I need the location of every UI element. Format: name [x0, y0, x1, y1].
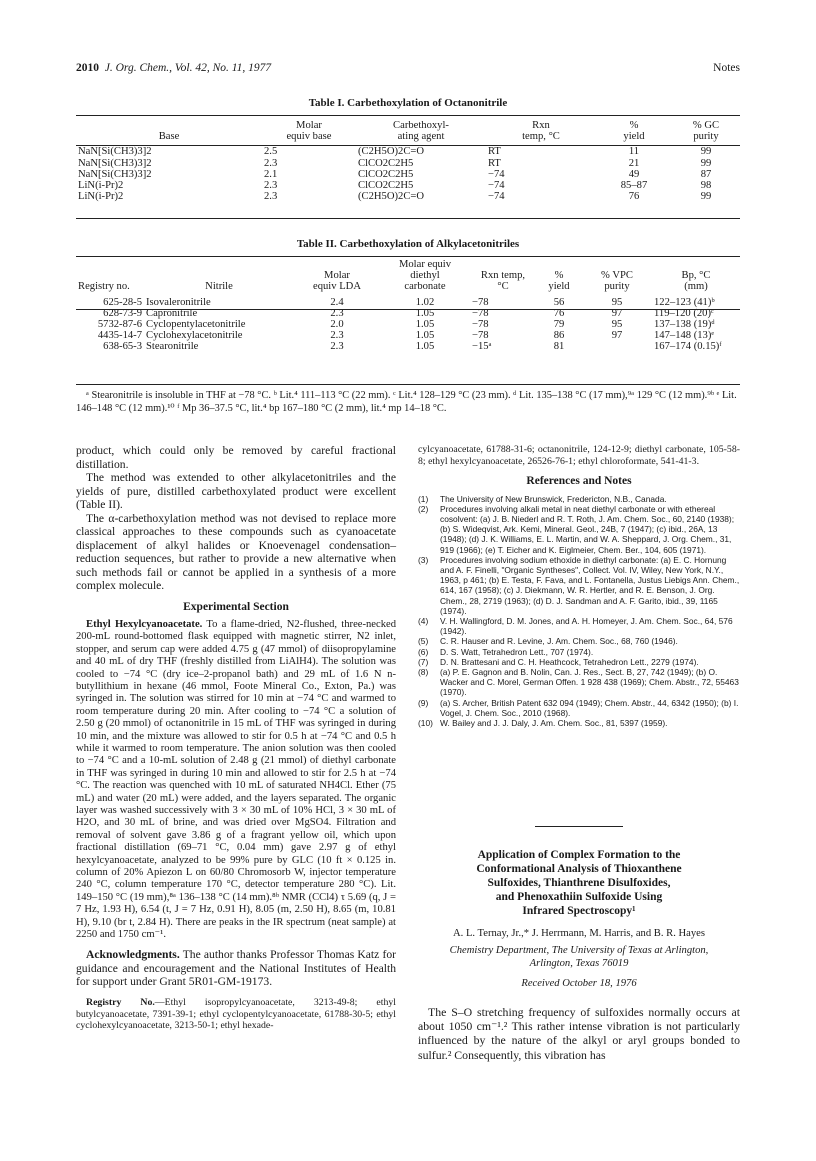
table2-cell: −15ᵃ — [472, 341, 492, 353]
reference-number: (10) — [418, 718, 433, 729]
acknowledgments-body: The author thanks Professor Thomas Katz for guidance and encouragement and the National Institutes of Health for support under Grant 5R01-GM-19173. — [76, 948, 396, 989]
table2-cell: Isovaleronitrile — [146, 296, 211, 308]
acknowledgments-paragraph — [76, 948, 396, 989]
article-affiliation: Chemistry Department, The University of Texas at Arlington, Arlington, Texas 76019 — [449, 945, 709, 969]
reference-item — [418, 657, 740, 667]
table2-header-cell — [76, 270, 144, 281]
table1-cell: (C2H5O)2C=O — [358, 191, 425, 203]
table1-header-cell: Molar — [296, 120, 322, 131]
table2-header-cell: Registry no. — [78, 281, 130, 293]
table1-cell: 11 — [628, 146, 640, 158]
table1-cell: NaN[Si(CH3)3]2 — [78, 168, 152, 180]
table2-header-cell: % — [554, 270, 564, 282]
table2-header-cell: Molar equiv — [398, 259, 452, 270]
reference-number: (3) — [418, 554, 429, 565]
table2-cell: 97 — [611, 307, 623, 319]
article-separator — [535, 826, 623, 827]
table2-header-cell: Rxn temp, — [480, 270, 526, 282]
running-header — [76, 62, 740, 78]
table2-title: Table II. Carbethoxylation of Alkylacetonitriles — [296, 238, 520, 250]
experimental-heading: Experimental Section — [183, 600, 289, 613]
reference-item — [418, 698, 740, 718]
table2-header-cell — [144, 259, 294, 270]
table2 — [76, 259, 740, 353]
reference-item — [418, 667, 740, 698]
table1-cell: 2.3 — [264, 180, 278, 192]
table1-cell: 87 — [700, 168, 712, 180]
table2-cell: 95 — [611, 319, 623, 331]
table2-footnote: ᵃ Stearonitrile is insoluble in THF at −78 °C. ᵇ Lit.⁴ 111–113 °C (22 mm). ᶜ Lit.⁴ 128–129 °C (23 mm). ᵈ Lit. 135–138 °C (17 mm),⁹ᵃ 129 °C (12 mm).⁹ᵇ ᵉ Lit. 146–148 °C (12 mm).¹⁰ ᶠ Mp 36–37.5 °C, lit.⁴ bp 167–180 °C (2 mm), lit.⁴ mp 14–18 °C. — [76, 390, 737, 414]
reference-item — [418, 636, 740, 646]
reference-text: The University of New Brunswick, Fredericton, N.B., Canada. — [440, 493, 667, 504]
reference-text: Procedures involving alkali metal in neat diethyl carbonate or with ethereal cosolvent: (a) J. B. Niederl and R. T. Roth, J. Am. Chem. Soc., 60, 2140 (1938); (b) S. Wideqvist, Ark. Kemi, Mineral. Geol., 24B, 7 (1947); (c) ibid., 26A, 13 (1948); (d) J. K. Williams, E. L. Martin, and W. A. Sheppard, J. Org. Chem., 31, 919 (1966); (e) T. Eicher and K. Eiglmeier, Chem. Ber., 104, 605 (1971). — [440, 503, 735, 555]
table1 — [76, 120, 740, 202]
reference-number: (1) — [418, 493, 429, 504]
table1-cell: NaN[Si(CH3)3]2 — [78, 146, 152, 158]
reference-text: Procedures involving sodium ethoxide in diethyl carbonate: (a) E. C. Hornung and A. F. Finelli, "Organic Syntheses", Collect. Vol. IV, Wiley, New York, N.Y., 1963, p 461; (b) E. Testa, F. Fava, and L. Fontanella, Justus Liebigs Ann. Chem., 614, 167 (1958); (c) J. Diekmann, W. R. Hertler, and R. E. Benson, J. Org. Chem., 28, 2719 (1963); (d) D. J. Sandman and A. F. Garito, ibid., 39, 1165 (1974). — [440, 554, 740, 616]
table1-header-row — [76, 131, 740, 142]
table1-cell: 49 — [628, 168, 640, 180]
experimental-lead: Ethyl Hexylcyanoacetate. — [86, 618, 203, 630]
reference-item — [418, 555, 740, 616]
table1-header-cell: % — [629, 120, 639, 131]
reference-text: D. N. Brattesani and C. H. Heathcock, Tetrahedron Lett., 2279 (1974). — [440, 656, 699, 667]
table2-header-row — [76, 281, 740, 292]
table2-cell: 1.05 — [415, 307, 435, 319]
table2-cell: 137–138 (19)ᵈ — [654, 319, 715, 331]
article-title-line: Sulfoxides, Thianthrene Disulfoxides, — [487, 877, 671, 889]
table2-cell: Stearonitrile — [146, 341, 199, 353]
table1-cell: LiN(i-Pr)2 — [78, 180, 124, 192]
table1-bottom-rule — [76, 218, 740, 219]
table2-cell: Cyclohexylacetonitrile — [146, 330, 243, 342]
table2-row — [76, 330, 740, 341]
table1-row — [76, 180, 740, 191]
table2-header-cell: % VPC — [601, 270, 633, 282]
table2-cell: 638-65-3 — [103, 341, 142, 353]
references-list — [418, 494, 740, 729]
reference-text: (a) P. E. Gagnon and B. Nolin, Can. J. Res., Sect. B, 27, 742 (1949); (b) O. Wacker and C. Morel, German Offen. 1 928 438 (1969); Chem. Abstr., 72, 55463 (1970). — [440, 667, 739, 698]
table2-header-cell: diethyl — [410, 270, 440, 282]
table1-cell: −74 — [488, 191, 505, 203]
reference-number: (2) — [418, 503, 429, 514]
experimental-paragraph — [76, 619, 396, 942]
table2-header-row — [76, 270, 740, 281]
table2-cell: −78 — [472, 307, 489, 319]
table2-cell: 2.3 — [330, 307, 344, 319]
reference-item — [418, 616, 740, 636]
experimental-body: To a flame-dried, N2-flushed, three-necked 200-mL round-bottomed flask equipped with magnetic stirrer, N2 inlet, stopper, and serum cap were added 4.75 g (47 mmol) of diisopropylamine and 40 mL of dry THF (freshly distilled from LiAlH4). The solution was cooled to −74 °C (dry ice–2-propanol bath) and 29 mL of 1.6 N n-butyllithium in hexane (46 mmol, Foote Mineral Co., Exton, Pa.) was syringed in. The solution was stirred for 10 min at −74 °C and warmed to room temperature during 20 min. After cooling to −74 °C a solution of 2.50 g (20 mmol) of octanonitrile in 15 mL of THF was syringed in during 10 min, and the mixture was allowed to stir for 0.5 h at −74 °C and 0.5 h while it warmed to room temperature. The anion solution was then cooled to −74 °C and a 10-mL solution of 2.48 g (21 mmol) of diethyl carbonate in THF was syringed in during 10 min and allowed to stir for 2.5 h at −74 °C. The reaction was quenched with 10 mL of saturated NH4Cl. Ether (75 mL) and water (20 mL) were added, and the layers separated. The organic layer was washed successively with 3 × 30 mL of 10% HCl, 3 × 30 mL of H2O, and 30 mL of brine, and was dried over MgSO4. Filtration and removal of solvent gave 3.86 g of a fragrant yellow oil, which upon fractional distillation (69–71 °C, 0.04 mm) gave 2.97 g of ethyl hexylcyanoacetate, analyzed to be 99% pure by GLC (10 ft × 0.125 in. column of 20% Apiezon L on 60/80 Chromosorb W, injector temperature 240 °C, column temperature 170 °C, detector temperature 280 °C). Lit. 149–150 °C (19 mm),⁸ᵃ 136–138 °C (14 mm).⁸ᵇ NMR (CCl4) τ 5.69 (q, J = 7 Hz, 1.93 H), 6.54 (t, J = 7 Hz, 0.91 H), 8.05 (m, 2.50 H), 8.65 (m, 10.81 H), 9.10 (br t, 2.84 H). There are peaks in the IR spectrum (neat sample) at 2250 and 1750 cm⁻¹. — [76, 618, 396, 941]
article-intro: The S–O stretching frequency of sulfoxides normally occurs at about 1050 cm⁻¹.² This rather intense vibration is not particularly influenced by the nature of the alkyl or aryl groups bonded to sulfur.² Consequently, this vibration has — [418, 1005, 740, 1062]
page-number: 2010 — [76, 62, 99, 74]
paragraph-alternative: The α-carbethoxylation method was not devised to replace more classical approaches to these compounds such as cyanoacetate displacement of alkyl halides or Knoevenagel condensation–reduction sequences, but rather to provide a new alternative when such methods fail or cannot be applied in a synthesis of a more complex molecule. — [76, 511, 396, 592]
table1-header-row — [76, 120, 740, 131]
table1-row — [76, 158, 740, 169]
references-heading: References and Notes — [526, 475, 632, 488]
article-received: Received October 18, 1976 — [521, 978, 637, 989]
table2-cell: 2.3 — [330, 341, 344, 353]
article-title-line: Application of Complex Formation to the — [477, 849, 681, 861]
right-column — [418, 444, 740, 728]
table1-cell: 21 — [628, 157, 640, 169]
table2-cell: 147–148 (13)ᵉ — [654, 330, 715, 342]
table2-cell: −78 — [472, 330, 489, 342]
table2-cell: 79 — [553, 319, 565, 331]
reference-item — [418, 718, 740, 728]
table1-header — [76, 120, 740, 142]
registry-paragraph — [76, 997, 396, 1032]
table2-cell: 4435-14-7 — [97, 330, 142, 342]
table1-header-cell: % GC — [692, 120, 720, 131]
reference-number: (6) — [418, 646, 429, 657]
table1-cell: ClCO2C2H5 — [358, 157, 414, 169]
registry-lead: Registry No. — [86, 996, 155, 1008]
table1-header-cell: yield — [623, 131, 645, 143]
table1-header-cell: purity — [693, 131, 719, 143]
table1-row — [76, 169, 740, 180]
table2-cell: 97 — [611, 330, 623, 342]
table2-row — [76, 297, 740, 308]
table2-cell: 2.4 — [330, 296, 344, 308]
table2-cell: Cyclopentylacetonitrile — [146, 319, 246, 331]
table2-header-cell: yield — [548, 281, 570, 293]
table1-cell: 99 — [700, 191, 712, 203]
table2-cell: 119–120 (20)ᶜ — [654, 307, 714, 319]
table2-body — [76, 293, 740, 353]
table2-header — [76, 259, 740, 293]
table1-cell: 76 — [628, 191, 640, 203]
table2-header-cell — [144, 270, 294, 281]
table1-body — [76, 142, 740, 202]
table1-row — [76, 146, 740, 157]
table1-cell: −74 — [488, 180, 505, 192]
section-name: Notes — [713, 62, 740, 74]
table2-top-rule — [76, 256, 740, 257]
table2-header-cell: equiv LDA — [313, 281, 361, 293]
table2-header-cell — [536, 259, 582, 270]
table1-cell: 99 — [700, 146, 712, 158]
table2-cell — [582, 341, 652, 352]
table1-cell: RT — [488, 146, 501, 158]
table2-header-cell — [294, 259, 380, 270]
new-article — [418, 848, 740, 1062]
table2-cell: 76 — [553, 307, 565, 319]
registry-continued: cylcyanoacetate, 61788-31-6; octanonitrile, 124-12-9; diethyl carbonate, 105-58-8; ethyl hexylcyanoacetate, 26526-76-1; ethyl chloroformate, 541-41-3. — [418, 444, 740, 467]
table1-header-cell: ating agent — [397, 131, 445, 143]
table2-row — [76, 341, 740, 352]
article-title — [418, 848, 740, 918]
reference-number: (9) — [418, 697, 429, 708]
table2-header-cell: °C — [497, 281, 509, 293]
table1-top-rule — [76, 115, 740, 116]
table1-title: Table I. Carbethoxylation of Octanonitrile — [308, 97, 508, 109]
table2-cell: 1.05 — [415, 341, 435, 353]
table1-cell: 99 — [700, 157, 712, 169]
table1-cell: 98 — [700, 180, 712, 192]
table2-cell: 2.0 — [330, 319, 344, 331]
reference-number: (7) — [418, 656, 429, 667]
table1-cell: 2.5 — [264, 146, 278, 158]
table2-cell: −78 — [472, 296, 489, 308]
table1-row — [76, 191, 740, 202]
article-title-line: Infrared Spectroscopy¹ — [522, 905, 636, 917]
table2-cell: 167–174 (0.15)ᶠ — [654, 341, 722, 353]
table1-header-cell: equiv base — [286, 131, 332, 143]
journal-citation: J. Org. Chem., Vol. 42, No. 11, 1977 — [104, 62, 272, 74]
table2-cell: 56 — [553, 296, 565, 308]
table2-cell: 95 — [611, 296, 623, 308]
table2-cell: 122–123 (41)ᵇ — [654, 296, 715, 308]
table2-cell: −78 — [472, 319, 489, 331]
table1-cell: LiN(i-Pr)2 — [78, 191, 124, 203]
reference-text: D. S. Watt, Tetrahedron Lett., 707 (1974). — [440, 646, 594, 657]
article-authors: A. L. Ternay, Jr.,* J. Herrmann, M. Harris, and B. R. Hayes — [453, 928, 705, 939]
reference-number: (5) — [418, 636, 429, 647]
table1-header-cell — [76, 120, 262, 131]
reference-text: V. H. Wallingford, D. M. Jones, and A. H. Homeyer, J. Am. Chem. Soc., 64, 576 (1942). — [440, 616, 733, 637]
table2-cell: 81 — [553, 341, 565, 353]
table2-header-rule — [76, 309, 740, 310]
table2-cell: 625-28-5 — [103, 296, 142, 308]
reference-text: W. Bailey and J. J. Daly, J. Am. Chem. Soc., 81, 5397 (1959). — [440, 718, 668, 729]
article-title-line: and Phenoxathiin Sulfoxide Using — [495, 891, 663, 903]
table2-header-cell: purity — [604, 281, 630, 293]
table2-cell: 1.05 — [415, 319, 435, 331]
table2-cell: 1.02 — [415, 296, 435, 308]
table1-header-rule — [76, 145, 740, 146]
table2-row — [76, 319, 740, 330]
table1-cell: (C2H5O)2C=O — [358, 146, 425, 158]
table2-header-cell — [470, 259, 536, 270]
table1-header-cell: Rxn — [532, 120, 550, 131]
table2-header-cell: (mm) — [684, 281, 708, 293]
table2-header-row — [76, 259, 740, 270]
table1-cell: RT — [488, 157, 501, 169]
table1-cell: ClCO2C2H5 — [358, 180, 414, 192]
reference-item — [418, 647, 740, 657]
table2-bottom-rule — [76, 384, 740, 385]
paragraph-table2: The method was extended to other alkylacetonitriles and the yields of pure, distilled carbethoxylated product were excellent (Table II). — [76, 471, 396, 511]
reference-number: (8) — [418, 667, 429, 678]
reference-item — [418, 504, 740, 555]
article-title-line: Conformational Analysis of Thioxanthene — [476, 863, 682, 875]
reference-item — [418, 494, 740, 504]
table1-cell: −74 — [488, 168, 505, 180]
acknowledgments-lead: Acknowledgments. — [86, 948, 180, 962]
reference-number: (4) — [418, 616, 429, 627]
paragraph-continued: product, which could only be removed by careful fractional distillation. — [76, 444, 396, 471]
table2-cell: 5732-87-6 — [97, 319, 142, 331]
table1-header-cell: Base — [158, 131, 180, 143]
registry-body: —Ethyl isopropylcyanoacetate, 3213-49-8; ethyl butylcyanoacetate, 7391-39-1; ethyl cyclopentylcyanoacetate, 61788-30-5; ethyl cyclohexylcyanoacetate, 3213-50-1; ethyl hexade- — [76, 996, 396, 1032]
table2-header-cell: Nitrile — [205, 281, 233, 293]
table1-cell: 2.3 — [264, 157, 278, 169]
table1-cell: 85–87 — [620, 180, 648, 192]
table2-cell: Capronitrile — [146, 307, 198, 319]
table1-header-cell: temp, °C — [522, 131, 560, 143]
table2-header-cell — [582, 259, 652, 270]
running-header-left — [76, 62, 271, 74]
table2-cell: 86 — [553, 330, 565, 342]
table1-cell: 2.1 — [264, 168, 278, 180]
table1-header-cell: Carbethoxyl- — [393, 120, 449, 131]
table2-header-cell — [76, 259, 144, 270]
reference-text: C. R. Hauser and R. Levine, J. Am. Chem. Soc., 68, 760 (1946). — [440, 636, 678, 647]
table2-cell: 2.3 — [330, 330, 344, 342]
table1-cell: NaN[Si(CH3)3]2 — [78, 157, 152, 169]
table2-header-cell: Molar — [324, 270, 350, 282]
table1-cell: 2.3 — [264, 191, 278, 203]
left-column — [76, 444, 396, 1032]
reference-text: (a) S. Archer, British Patent 632 094 (1949); Chem. Abstr., 44, 6342 (1950); (b) I. Vogel, J. Chem. Soc., 2010 (1968). — [440, 697, 739, 718]
table2-header-cell: carbonate — [404, 281, 446, 293]
table1-cell: ClCO2C2H5 — [358, 168, 414, 180]
table2-header-cell: Bp, °C — [681, 270, 711, 282]
table2-cell: 628-73-9 — [103, 307, 142, 319]
table2-cell: 1.05 — [415, 330, 435, 342]
table2-header-cell — [652, 259, 740, 270]
